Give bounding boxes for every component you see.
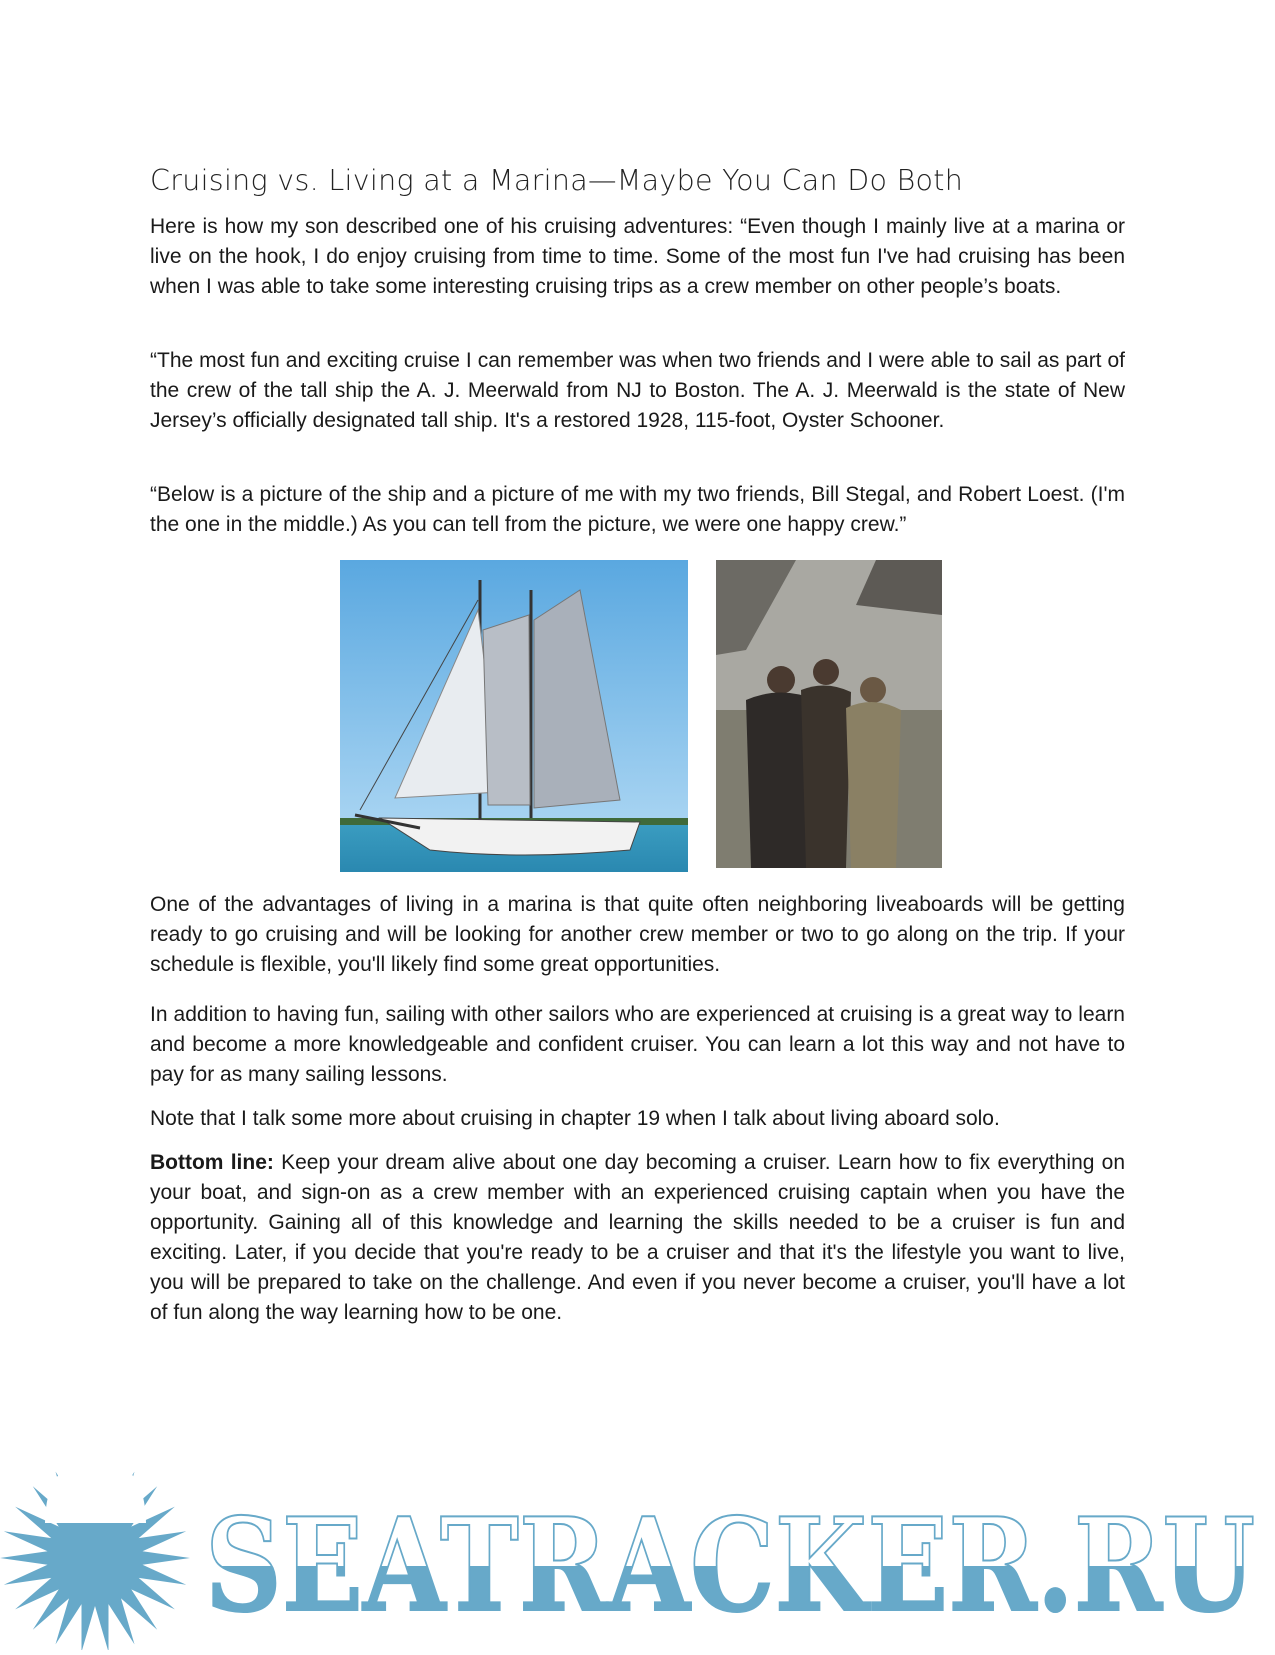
paragraph: In addition to having fun, sailing with other sailors who are experienced at cruising is a great way to learn and become a more knowledgeable and confident cruiser. You can learn a lot this way and not have to pay for as many sailing lessons. bbox=[150, 1003, 1125, 1086]
sun-icon bbox=[0, 1463, 190, 1650]
page-heading: Cruising vs. Living at a Marina—Maybe You Can Do Both bbox=[150, 164, 964, 197]
paragraph: “The most fun and exciting cruise I can remember was when two friends and I were able to sail as part of the crew of the tall ship the A. J. Meerwald from NJ to Boston. The A. J. Meerwald is the state of New Jersey’s officially designated tall ship. It's a restored 1928, 115-foot, Oyster Schooner. bbox=[150, 349, 1125, 432]
bottom-line-paragraph bbox=[150, 1148, 1125, 1328]
bottom-line-label: Bottom line: bbox=[150, 1151, 274, 1174]
paragraph: Here is how my son described one of his cruising adventures: “Even though I mainly live at a marina or live on the hook, I do enjoy cruising from time to time. Some of the most fun I've had cruising has been when I was able to take some interesting cruising trips as a crew member on other people’s boats. bbox=[150, 215, 1125, 298]
watermark-logo bbox=[0, 1460, 1275, 1650]
schooner-photo bbox=[340, 560, 688, 872]
crew-photo bbox=[716, 560, 942, 868]
bottom-line-text: Keep your dream alive about one day becoming a cruiser. Learn how to fix everything on your boat, and sign-on as a crew member with an experienced cruising captain when you have the opportunity. Gaining all of this knowledge and learning the skills needed to be a cruiser is fun and exciting. Later, if you decide that you're ready to be a cruiser and that it's the lifestyle you want to live, you will be prepared to take on the challenge. And even if you never become a cruiser, you'll have a lot of fun along the way learning how to be one. bbox=[150, 1151, 1126, 1324]
paragraph: “Below is a picture of the ship and a picture of me with my two friends, Bill Stegal, and Robert Loest. (I'm the one in the middle.) As you can tell from the picture, we were one happy crew.” bbox=[150, 483, 1125, 536]
paragraph: One of the advantages of living in a marina is that quite often neighboring liveaboards will be getting ready to go cruising and will be looking for another crew member or two to go along on the trip. If your schedule is flexible, you'll likely find some great opportunities. bbox=[150, 893, 1125, 976]
paragraph: Note that I talk some more about cruising in chapter 19 when I talk about living aboard solo. bbox=[150, 1107, 1000, 1130]
watermark-text: SEATRACKER.RU bbox=[205, 1491, 1255, 1641]
